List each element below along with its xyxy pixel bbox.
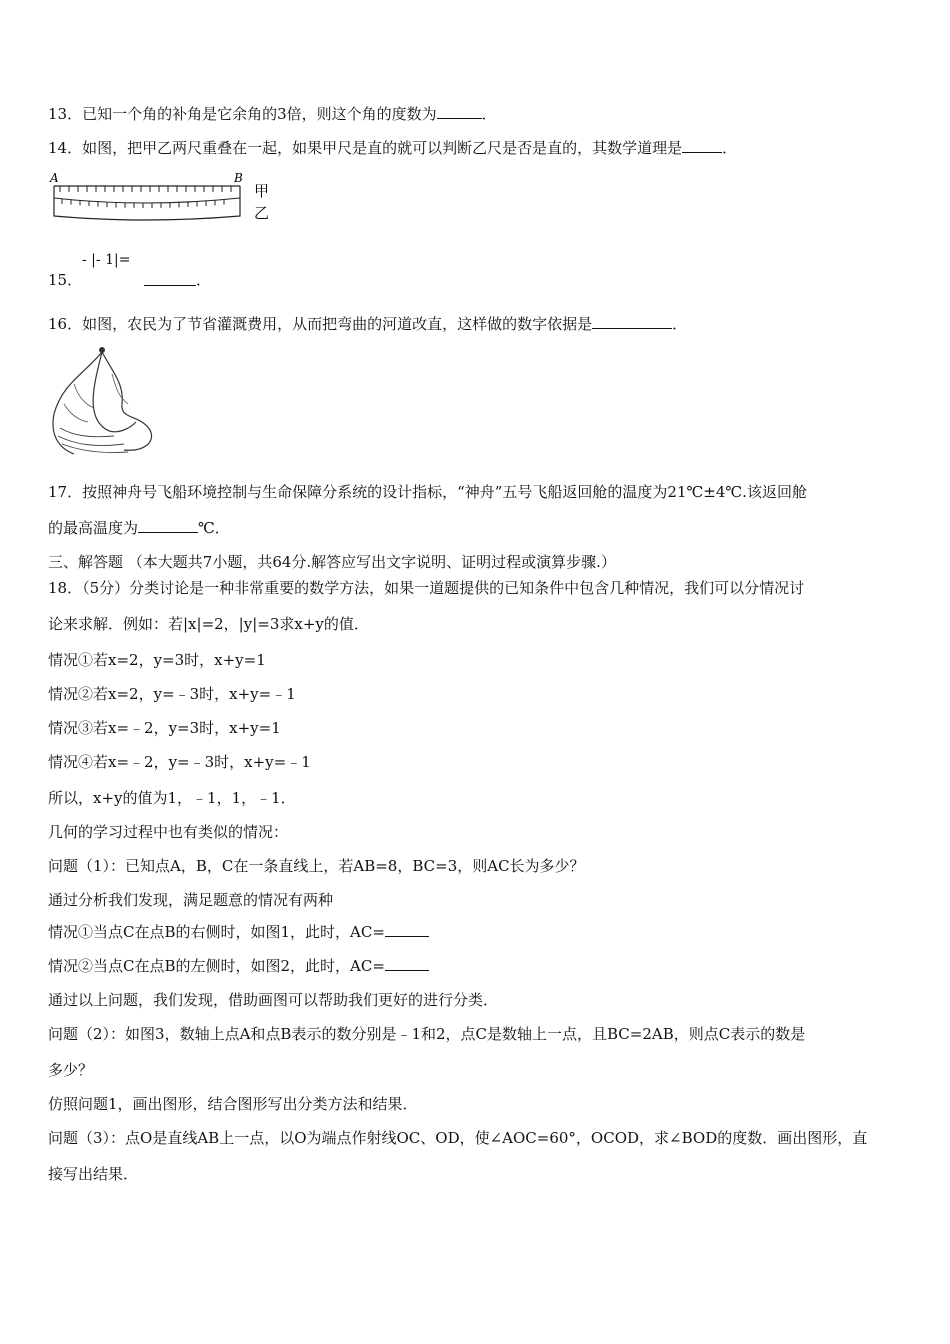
q18-problem-2-line1 xyxy=(48,1024,805,1044)
q18-p1-conclusion-text: 通过以上问题，我们发现，借助画图可以帮助我们更好的进行分类． xyxy=(48,991,499,1009)
question-16 xyxy=(48,314,687,334)
q15-end: ． xyxy=(196,271,212,289)
q18-p1-case1 xyxy=(48,922,429,942)
q18-geo-intro xyxy=(48,822,288,842)
q13-end: ． xyxy=(481,105,497,123)
q18-case4-text: 情况④若x=﹣2，y=﹣3时，x+y=﹣1 xyxy=(48,753,311,771)
q18-p2-line1-text: 问题（2）：如图3，数轴上点A和点B表示的数分别是﹣1和2，点C是数轴上一点，且BC=2AB，则点C表示的数是 xyxy=(48,1025,806,1043)
q14-text: 14．如图，把甲乙两尺重叠在一起，如果甲尺是直的就可以判断乙尺是否是直的，其数学道理是 xyxy=(48,139,683,157)
question-17-line1 xyxy=(48,482,807,502)
q18-p1-case2-text: 情况②当点C在点B的左侧时，如图2，此时，AC= xyxy=(48,957,385,975)
curved-ruler-edge xyxy=(54,198,240,203)
q18-line2-text: 论来求解．例如：若|x|=2，|y|=3求x+y的值． xyxy=(48,615,369,633)
q18-p1-case2-blank[interactable] xyxy=(385,956,429,971)
question-14 xyxy=(48,138,737,158)
q18-p3-line1-text: 问题（3）：点O是直线AB上一点，以O为端点作射线OC、OD，使∠AOC=60°，OCOD，求∠BOD的度数．画出图形，直 xyxy=(48,1129,868,1147)
section-3-title-text: 三、解答题 （本大题共7小题，共64分.解答应写出文字说明、证明过程或演算步骤.） xyxy=(48,553,616,571)
q18-problem-3-line1 xyxy=(48,1128,867,1148)
curved-ruler-ticks xyxy=(62,199,224,208)
q18-p1-analysis-text: 通过分析我们发现，满足题意的情况有两种 xyxy=(48,891,334,909)
q18-case2-text: 情况②若x=2，y=﹣3时，x+y=﹣1 xyxy=(48,685,296,703)
q18-p1-conclusion xyxy=(48,990,498,1010)
q14-end: ． xyxy=(722,139,738,157)
q18-case2 xyxy=(48,684,296,704)
q18-problem-1 xyxy=(48,856,585,876)
q17-answer-blank[interactable] xyxy=(138,518,198,533)
rulers-figure xyxy=(44,168,284,230)
q16-end: ． xyxy=(672,315,688,333)
q18-p2-instruction xyxy=(48,1094,418,1114)
q18-p2-instruction-text: 仿照问题1，画出图形，结合图形写出分类方法和结果． xyxy=(48,1095,418,1113)
q18-problem-2-line2 xyxy=(48,1060,93,1080)
q17-line2a: 的最高温度为 xyxy=(48,519,139,537)
q18-case4 xyxy=(48,752,311,772)
ruler-label-jia: 甲 xyxy=(254,182,270,200)
q18-summary xyxy=(48,788,296,808)
question-13 xyxy=(48,104,497,124)
straight-ruler-ticks xyxy=(60,186,231,192)
q16-text: 16．如图，农民为了节省灌溉费用，从而把弯曲的河道改直，这样做的数字依据是 xyxy=(48,315,593,333)
q18-case3-text: 情况③若x=﹣2，y=3时，x+y=1 xyxy=(48,719,281,737)
q18-line2 xyxy=(48,614,369,634)
river-straight-channel xyxy=(93,352,136,432)
q13-answer-blank[interactable] xyxy=(437,104,482,119)
q18-line1 xyxy=(48,578,804,598)
q18-p1-case2 xyxy=(48,956,429,976)
q18-case3 xyxy=(48,718,281,738)
q15-number: 15． xyxy=(48,271,83,289)
river-figure xyxy=(44,344,164,460)
q17-line1: 17．按照神舟号飞船环境控制与生命保障分系统的设计指标，“神舟”五号飞船返回舱的温度为21℃±4℃.该返回舱 xyxy=(48,483,807,501)
question-17-line2 xyxy=(48,518,230,538)
q18-geo-intro-text: 几何的学习过程中也有类似的情况： xyxy=(48,823,289,841)
q18-p3-line2-text: 接写出结果． xyxy=(48,1165,139,1183)
q13-text: 13．已知一个角的补角是它余角的3倍，则这个角的度数为 xyxy=(48,105,437,123)
q18-line1-text: 18．（5分）分类讨论是一种非常重要的数学方法，如果一道题提供的已知条件中包含几种情况，我们可以分情况讨 xyxy=(48,579,805,597)
ruler-label-yi: 乙 xyxy=(254,204,270,222)
q18-case1-text: 情况①若x=2，y=3时，x+y=1 xyxy=(48,651,266,669)
q18-problem-3-line2 xyxy=(48,1164,138,1184)
q18-p1-analysis xyxy=(48,890,333,910)
q15-expression: - |- 1|= xyxy=(82,252,131,268)
q18-problem-1-text: 问题（1）：已知点A，B，C在一条直线上，若AB=8，BC=3，则AC长为多少？ xyxy=(48,857,585,875)
section-3-title xyxy=(48,552,616,572)
q18-case1 xyxy=(48,650,266,670)
q18-p1-case1-text: 情况①当点C在点B的右侧时，如图1，此时，AC= xyxy=(48,923,385,941)
q15-answer-blank[interactable] xyxy=(144,271,196,286)
q17-line2b: ℃． xyxy=(198,519,230,537)
q14-answer-blank[interactable] xyxy=(682,138,722,153)
q18-p2-line2-text: 多少？ xyxy=(48,1061,94,1079)
question-15 xyxy=(48,252,248,292)
ruler-label-a: A xyxy=(50,171,59,185)
ruler-label-b: B xyxy=(234,171,243,185)
q16-answer-blank[interactable] xyxy=(592,314,672,329)
q18-summary-text: 所以，x+y的值为1，﹣1，1，﹣1． xyxy=(48,789,296,807)
river-left-bank xyxy=(53,352,102,454)
river-curved-bank xyxy=(102,352,152,450)
q18-p1-case1-blank[interactable] xyxy=(385,922,429,937)
